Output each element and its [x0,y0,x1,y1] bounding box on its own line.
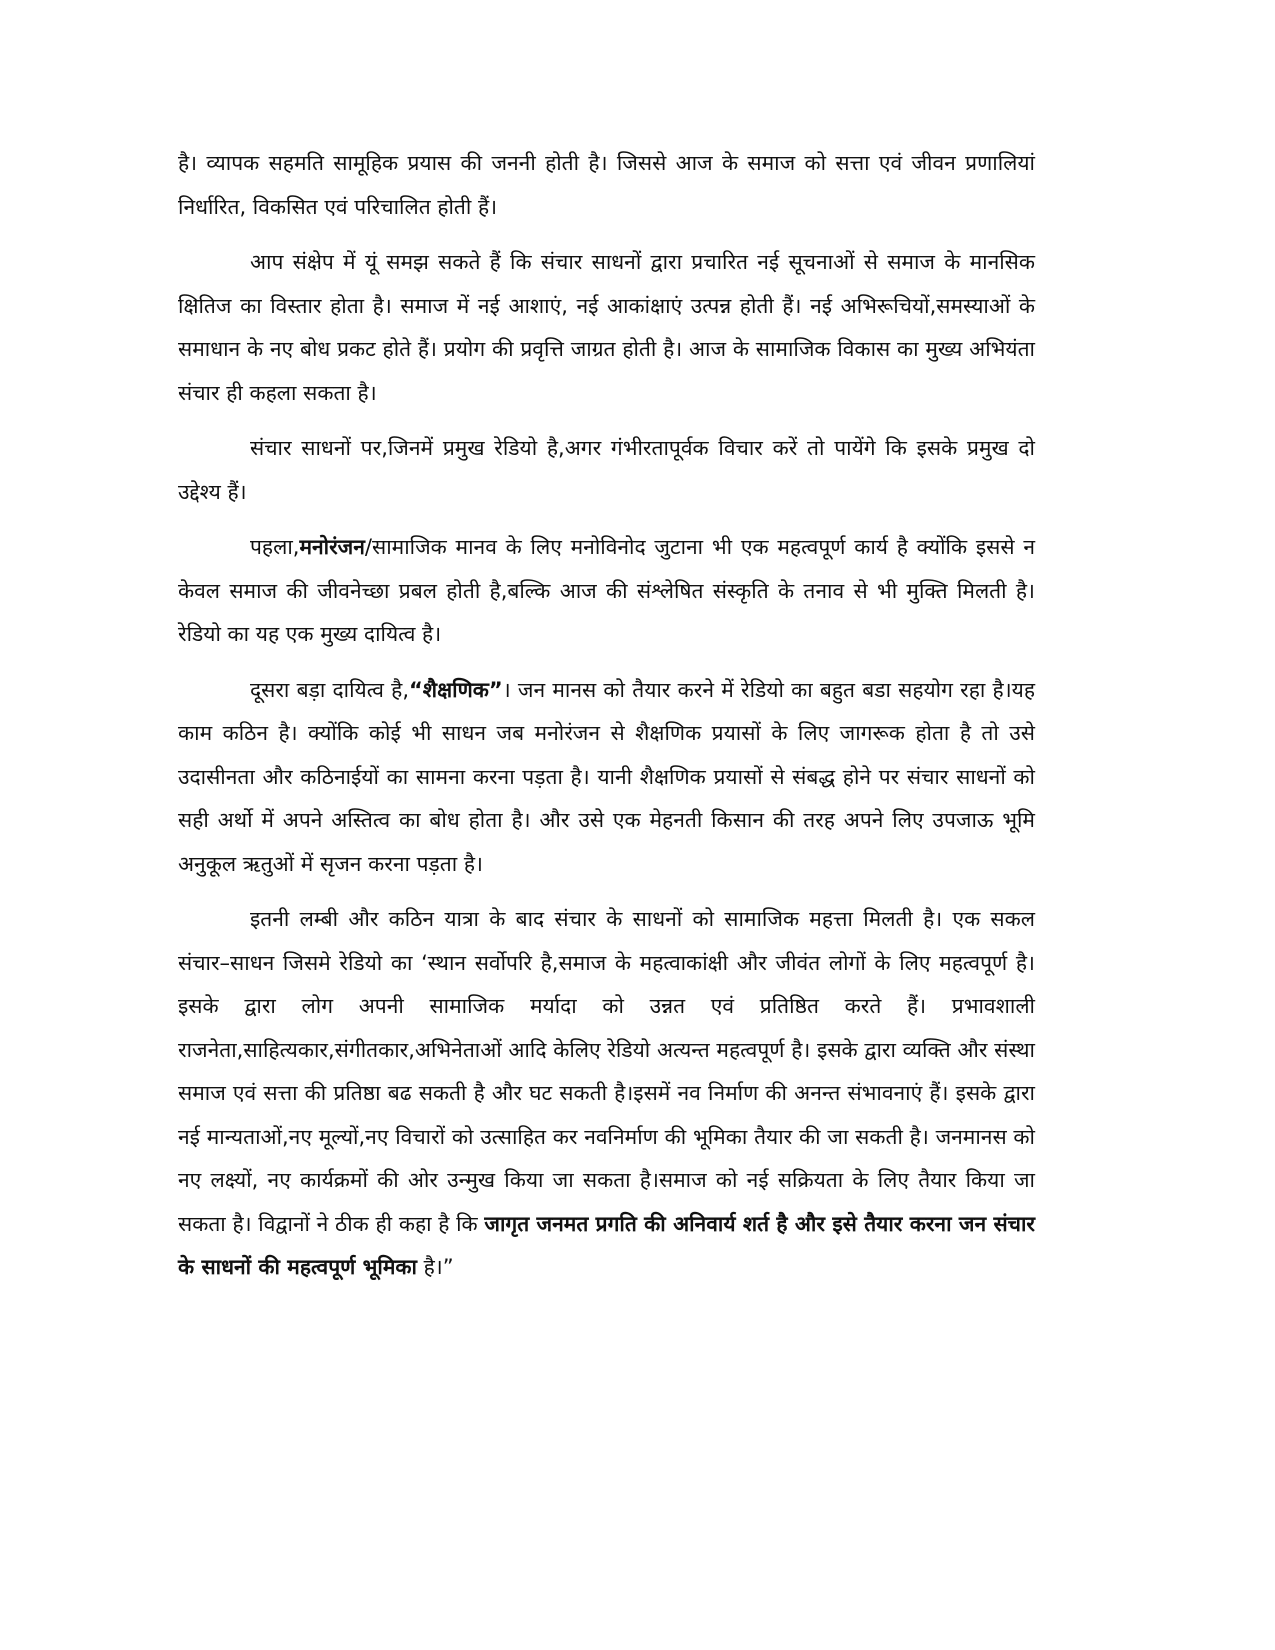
paragraph-4-text-rest: /सामाजिक मानव के लिए मनोविनोद जुटाना भी एक महत्वपूर्ण कार्य है क्योंकि इससे न केवल समाज की जीवनेच्छा प्रबल होती है,बल्कि आज की संश्लेषित संस्कृति के तनाव से भी मुक्ति मिलती है। रेडियो का यह एक मुख्य दायित्व है। [178,535,1035,646]
paragraph-3-text: संचार साधनों पर,जिनमें प्रमुख रेडियो है,अगर गंभीरतापूर्वक विचार करें तो पायेंगे कि इसके प्रमुख दो उद्देश्य हैं। [178,436,1035,504]
paragraph-4 [178,526,1035,657]
paragraph-6-text-end: है।” [416,1255,454,1279]
paragraph-5-text-start: दूसरा बड़ा दायित्व है, [250,677,409,702]
paragraph-2 [178,241,1035,415]
paragraph-1-text: है। व्यापक सहमति सामूहिक प्रयास की जननी होती है। जिससे आज के समाज को सत्ता एवं जीवन प्रणालियां निर्धारित, विकसित एवं परिचालित होती हैं। [178,151,1035,219]
paragraph-4-bold-term: मनोरंजन [299,535,365,559]
paragraph-6 [178,898,1035,1290]
paragraph-1 [178,142,1035,229]
paragraph-5-bold-term: “शैक्षणिक” [409,677,503,702]
paragraph-6-text-start: इतनी लम्बी और कठिन यात्रा के बाद संचार के साधनों को सामाजिक महत्ता मिलती है। एक सकल संचार–साधन जिसमे रेडियो का ‘स्थान सर्वोपरि है,समाज के महत्वाकांक्षी और जीवंत लोगों के लिए महत्वपूर्ण है। इसके द्वारा लोग अपनी सामाजिक मर्यादा को उन्नत एवं प्रतिष्ठित करते हैं। प्रभावशाली राजनेता,साहित्यकार,संगीतकार,अभिनेताओं आदि केलिए रेडियो अत्यन्त महत्वपूर्ण है। इसके द्वारा व्यक्ति और संस्था समाज एवं सत्ता की प्रतिष्ठा बढ सकती है और घट सकती है।इसमें नव निर्माण की अनन्त संभावनाएं हैं। इसके द्वारा नई मान्यताओं,नए मूल्यों,नए विचारों को उत्साहित कर नवनिर्माण की भूमिका तैयार की जा सकती है। जनमानस को नए लक्ष्यों, नए कार्यक्रमों की ओर उन्मुख किया जा सकता है।समाज को नई सक्रियता के लिए तैयार किया जा सकता है। विद्वानों ने ठीक ही कहा है कि [178,907,1035,1236]
paragraph-3 [178,427,1035,514]
paragraph-5-text-rest: । जन मानस को तैयार करने में रेडियो का बहुत बडा सहयोग रहा है।यह काम कठिन है। क्योंकि कोई भी साधन जब मनोरंजन से शैक्षणिक प्रयासों के लिए जागरूक होता है तो उसे उदासीनता और कठिनाईयों का सामना करना पड़ता है। यानी शैक्षणिक प्रयासों से संबद्ध होने पर संचार साधनों को सही अर्थो में अपने अस्तित्व का बोध होता है। और उसे एक मेहनती किसान की तरह अपने लिए उपजाऊ भूमि अनुकूल ऋतुओं में सृजन करना पड़ता है। [178,677,1035,876]
paragraph-4-text-start: पहला, [250,535,300,559]
paragraph-5 [178,669,1035,887]
document-page [178,142,1035,1302]
paragraph-2-text: आप संक्षेप में यूं समझ सकते हैं कि संचार साधनों द्वारा प्रचारित नई सूचनाओं से समाज के मानसिक क्षितिज का विस्तार होता है। समाज में नई आशाएं, नई आकांक्षाएं उत्पन्न होती हैं। नई अभिरूचियों,समस्याओं के समाधान के नए बोध प्रकट होते हैं। प्रयोग की प्रवृत्ति जाग्रत होती है। आज के सामाजिक विकास का मुख्य अभियंता संचार ही कहला सकता है। [178,250,1035,405]
paragraph-6-bold-quote: जागृत जनमत प्रगति की अनिवार्य शर्त है और इसे तैयार करना जन संचार के साधनों की महत्वपूर्ण भूमिका [178,1211,1035,1279]
